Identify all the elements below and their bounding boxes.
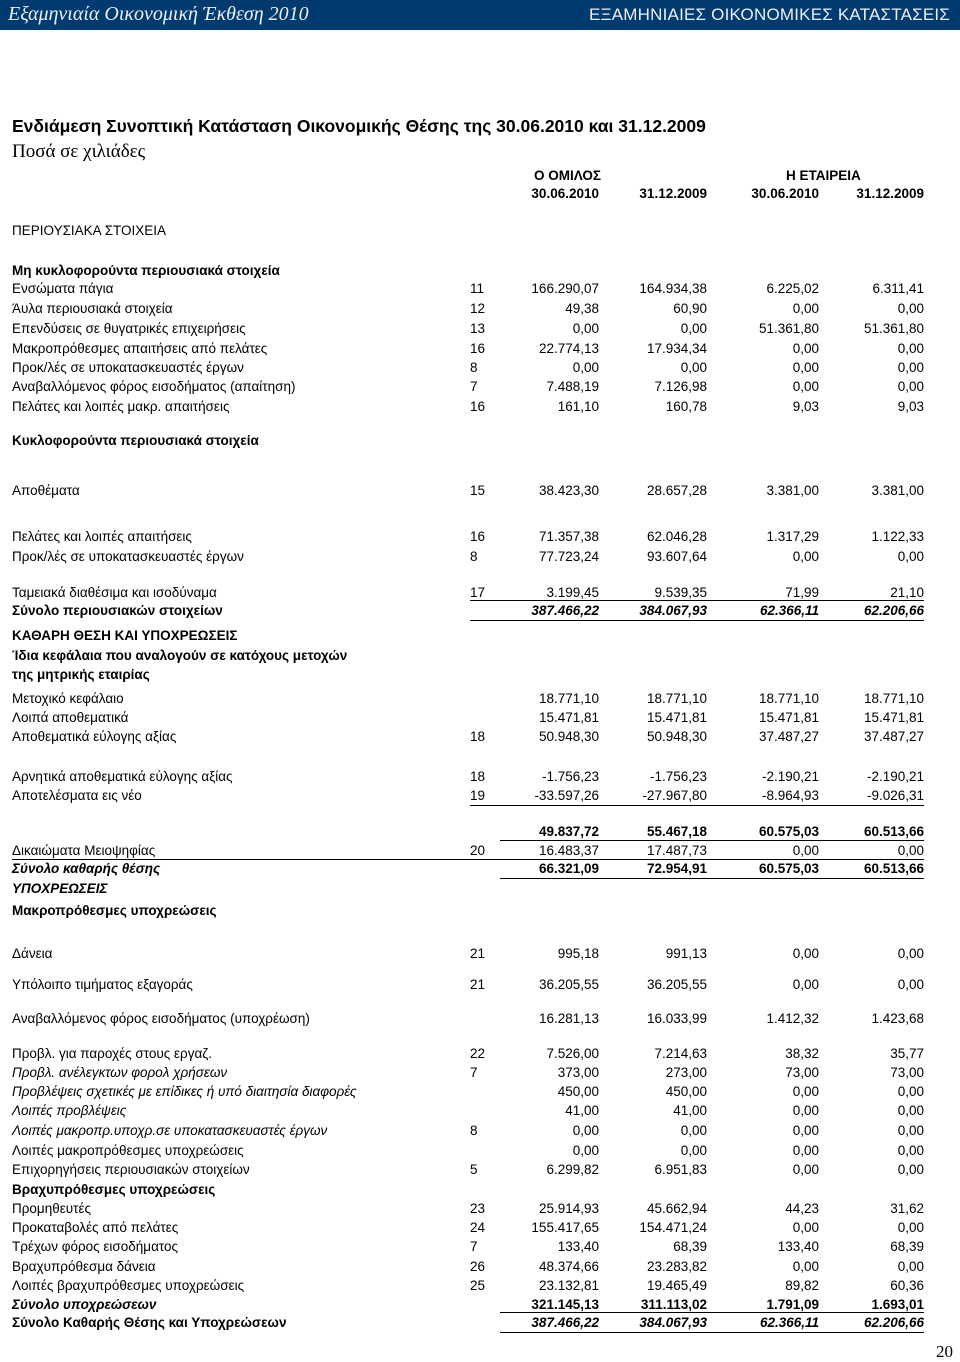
table-row [0,902,960,920]
divider [470,620,924,621]
column-company-header: Η ΕΤΑΙΡΕΙΑ [786,168,861,183]
divider [500,1332,924,1333]
row-value: 0,00 [897,946,924,961]
row-value: 0,00 [792,1084,819,1099]
row-value: -1.756,23 [541,769,599,784]
row-note: 12 [470,301,486,316]
row-value: 16.033,99 [646,1011,707,1026]
row-label: Επενδύσεις σε θυγατρικές επιχειρήσεις [12,321,246,336]
row-value: 18.771,10 [863,691,924,706]
table-row [0,1314,960,1332]
row-value: 0,00 [792,1162,819,1177]
row-value: 72.954,91 [646,861,707,876]
row-label: Σύνολο περιουσιακών στοιχείων [12,603,223,618]
table-row [0,1238,960,1256]
row-label: Κυκλοφορούντα περιουσιακά στοιχεία [12,433,259,448]
row-value: 387.466,22 [531,603,599,618]
table-row [0,320,960,338]
row-value: 73,00 [785,1065,819,1080]
row-value: 1.423,68 [871,1011,924,1026]
row-label: Υπόλοιπο τιμήματος εξαγοράς [12,977,193,992]
table-row [0,482,960,500]
row-label: Προβλέψεις σχετικές με επίδικες ή υπό διαιτησία διαφορές [12,1084,357,1099]
row-value: 155.417,65 [531,1220,599,1235]
row-value: -8.964,93 [761,788,819,803]
row-note: 8 [470,1123,478,1138]
row-label: Προκ/λές σε υποκατασκευαστές έργων [12,360,244,375]
row-label: Αποθέματα [12,483,80,498]
row-value: 0,00 [572,360,599,375]
row-value: 154.471,24 [639,1220,707,1235]
divider [500,878,924,879]
row-value: 166.290,07 [531,281,599,296]
row-value: 321.145,13 [531,1297,599,1312]
table-row [0,1219,960,1237]
table-row [0,432,960,450]
table-row [0,823,960,841]
divider [470,600,924,601]
table-row [0,1010,960,1028]
row-value: 73,00 [890,1065,924,1080]
row-value: 0,00 [792,341,819,356]
row-value: 1.791,09 [766,1297,819,1312]
row-value: 6.951,83 [654,1162,707,1177]
table-row [0,690,960,708]
row-label: Μακροπρόθεσμες απαιτήσεις από πελάτες [12,341,268,356]
row-label: ΚΑΘΑΡΗ ΘΕΣΗ ΚΑΙ ΥΠΟΧΡΕΩΣΕΙΣ [12,628,238,643]
row-value: 995,18 [557,946,599,961]
row-value: 0,00 [792,1259,819,1274]
row-value: 66.321,09 [538,861,599,876]
row-note: 17 [470,585,486,600]
row-value: 0,00 [792,977,819,992]
divider [500,1312,924,1313]
row-value: -2.190,21 [866,769,924,784]
row-value: 3.199,45 [546,585,599,600]
row-value: 15.471,81 [646,710,707,725]
row-label: Μακροπρόθεσμες υποχρεώσεις [12,903,217,918]
divider [470,805,924,806]
row-note: 21 [470,946,486,961]
row-label: Λοιπές μακροπρόθεσμες υποχρεώσεις [12,1143,244,1158]
table-row [0,666,960,684]
row-label: Δάνεια [12,946,53,961]
row-label: Αποθεματικά εύλογης αξίας [12,729,177,744]
table-row [0,548,960,566]
row-value: 0,00 [572,321,599,336]
row-label: Ταμειακά διαθέσιμα και ισοδύναμα [12,585,217,600]
table-row [0,842,960,860]
row-note: 7 [470,379,478,394]
row-value: 17.487,73 [646,843,707,858]
table-row [0,1181,960,1199]
table-row [0,528,960,546]
row-value: 62.206,66 [863,603,924,618]
row-value: 37.487,27 [758,729,819,744]
row-note: 26 [470,1259,486,1274]
row-value: 62.366,11 [759,1315,819,1330]
table-row [0,880,960,898]
table-row [0,627,960,645]
row-value: 89,82 [785,1278,819,1293]
column-date-header: 31.12.2009 [639,186,707,201]
report-header-title: Εξαμηνιαία Οικονομική Έκθεση 2010 [8,3,309,25]
table-row [0,340,960,358]
row-value: 23.132,81 [538,1278,599,1293]
row-value: 0,00 [792,301,819,316]
row-label: Πελάτες και λοιπές απαιτήσεις [12,529,192,544]
row-value: 0,00 [897,549,924,564]
row-note: 7 [470,1065,478,1080]
report-header-bar [0,0,960,30]
row-label: Προβλ. για παροχές στους εργαζ. [12,1046,212,1061]
divider [12,859,924,860]
row-value: 0,00 [792,1103,819,1118]
row-value: 9,03 [792,399,819,414]
row-value: 373,00 [557,1065,599,1080]
row-value: 17.934,34 [646,341,707,356]
row-value: 6.311,41 [872,281,924,296]
row-note: 22 [470,1046,486,1061]
row-value: 0,00 [897,1103,924,1118]
row-value: 0,00 [897,379,924,394]
row-value: 22.774,13 [538,341,599,356]
column-date-header: 30.06.2010 [751,186,819,201]
row-value: 0,00 [897,1259,924,1274]
page-number: 20 [936,1342,953,1361]
row-value: 384.067,93 [639,603,707,618]
row-value: 23.283,82 [646,1259,707,1274]
row-value: 28.657,28 [646,483,707,498]
row-value: 160,78 [665,399,707,414]
row-value: 9,03 [897,399,924,414]
row-value: 77.723,24 [538,549,599,564]
row-value: -1.756,23 [649,769,707,784]
row-value: 38.423,30 [538,483,599,498]
row-value: 68,39 [673,1239,707,1254]
row-value: 60.575,03 [758,824,819,839]
row-value: 0,00 [792,1220,819,1235]
row-value: 1.122,33 [871,529,924,544]
row-value: 1.412,32 [766,1011,819,1026]
row-value: 387.466,22 [531,1315,599,1330]
table-row [0,1142,960,1160]
row-value: 55.467,18 [646,824,707,839]
row-label: Προκαταβολές από πελάτες [12,1220,179,1235]
column-group-header: Ο ΟΜΙΛΟΣ [534,168,601,183]
row-value: 37.487,27 [863,729,924,744]
row-value: 991,13 [665,946,707,961]
row-label: Τρέχων φόρος εισοδήματος [12,1239,179,1254]
row-value: 7.488,19 [546,379,599,394]
row-value: 0,00 [897,1084,924,1099]
row-value: 71,99 [785,585,819,600]
row-value: 0,00 [680,321,707,336]
table-row [0,1102,960,1120]
row-value: 49,38 [565,301,599,316]
row-value: 9.539,35 [654,585,707,600]
row-note: 19 [470,788,486,803]
row-value: 15.471,81 [863,710,924,725]
row-value: 0,00 [897,1162,924,1177]
row-value: 1.317,29 [766,529,819,544]
row-label: Σύνολο υποχρεώσεων [12,1297,157,1312]
row-label: Λοιπές βραχυπρόθεσμες υποχρεώσεις [12,1278,245,1293]
row-value: 60.513,66 [863,861,924,876]
row-value: 62.366,11 [759,603,819,618]
row-label: Σύνολο καθαρής θέσης [12,861,161,876]
row-value: -33.597,26 [534,788,599,803]
row-value: 71.357,38 [538,529,599,544]
row-value: 62.206,66 [863,1315,924,1330]
row-value: 3.381,00 [871,483,924,498]
row-value: 6.225,02 [766,281,819,296]
row-label: Βραχυπρόθεσμα δάνεια [12,1259,156,1274]
table-row [0,976,960,994]
row-value: 0,00 [572,1123,599,1138]
row-label: Αναβαλλόμενος φόρος εισοδήματος (απαίτηση) [12,379,296,394]
table-row [0,787,960,805]
row-value: 60,36 [890,1278,924,1293]
row-value: 41,00 [673,1103,707,1118]
table-row [0,359,960,377]
table-row [0,1083,960,1101]
row-value: 0,00 [792,360,819,375]
row-value: 161,10 [557,399,599,414]
table-row [0,398,960,416]
row-value: 7.526,00 [546,1046,599,1061]
row-value: 38,32 [785,1046,819,1061]
row-value: 60,90 [673,301,707,316]
row-value: 16.483,37 [538,843,599,858]
row-label: ΥΠΟΧΡΕΩΣΕΙΣ [12,881,108,896]
table-row [0,280,960,298]
table-row [0,945,960,963]
table-row [0,222,960,240]
row-value: 0,00 [680,1143,707,1158]
row-note: 11 [470,281,485,296]
row-value: 0,00 [792,379,819,394]
row-label: Αναβαλλόμενος φόρος εισοδήματος (υποχρέωση) [12,1011,310,1026]
row-label: Σύνολο Καθαρής Θέσης και Υποχρεώσεων [12,1315,287,1330]
row-value: 7.126,98 [654,379,707,394]
row-value: 164.934,38 [639,281,707,296]
table-row [0,1161,960,1179]
row-value: 0,00 [897,301,924,316]
table-row [0,1277,960,1295]
row-note: 25 [470,1278,486,1293]
row-value: 0,00 [792,1143,819,1158]
row-value: 0,00 [572,1143,599,1158]
row-value: 0,00 [897,843,924,858]
row-value: 18.771,10 [538,691,599,706]
row-note: 8 [470,549,478,564]
row-value: 45.662,94 [646,1201,707,1216]
row-note: 18 [470,769,486,784]
column-date-header: 31.12.2009 [856,186,924,201]
row-label: Πελάτες και λοιπές μακρ. απαιτήσεις [12,399,230,414]
row-value: 49.837,72 [538,824,599,839]
row-label: Δικαιώματα Μειοψηφίας [12,843,156,858]
row-note: 8 [470,360,478,375]
row-value: 0,00 [897,341,924,356]
row-value: -27.967,80 [642,788,707,803]
row-value: 36.205,55 [538,977,599,992]
row-value: 36.205,55 [646,977,707,992]
row-value: 50.948,30 [646,729,707,744]
statement-title: Ενδιάμεση Συνοπτική Κατάσταση Οικονομικής Θέσης της 30.06.2010 και 31.12.2009 [12,116,706,136]
table-row [0,602,960,620]
row-note: 24 [470,1220,486,1235]
row-value: -2.190,21 [761,769,819,784]
row-label: Αρνητικά αποθεματικά εύλογης αξίας [12,769,233,784]
table-row [0,768,960,786]
row-note: 18 [470,729,486,744]
row-value: 15.471,81 [758,710,819,725]
row-label: Ενσώματα πάγια [12,281,114,296]
row-value: 60.513,66 [863,824,924,839]
row-value: 44,23 [785,1201,819,1216]
row-label: Προβλ. ανέλεγκτων φορολ χρήσεων [12,1065,228,1080]
row-value: 0,00 [792,1123,819,1138]
table-row [0,860,960,878]
row-value: 0,00 [897,360,924,375]
table-row [0,1200,960,1218]
row-value: 16.281,13 [538,1011,599,1026]
row-value: 31,62 [890,1201,924,1216]
row-note: 7 [470,1239,478,1254]
row-value: 51.361,80 [758,321,819,336]
table-row [0,1122,960,1140]
table-row [0,262,960,280]
row-note: 15 [470,483,486,498]
row-value: 384.067,93 [639,1315,707,1330]
row-note: 16 [470,341,486,356]
report-header-section: ΕΞΑΜΗΝΙΑΙΕΣ ΟΙΚΟΝΟΜΙΚΕΣ ΚΑΤΑΣΤΑΣΕΙΣ [588,5,950,24]
row-value: 1.693,01 [871,1297,924,1312]
statement-subtitle: Ποσά σε χιλιάδες [12,141,146,162]
row-note: 5 [470,1162,478,1177]
row-note: 16 [470,529,486,544]
row-note: 21 [470,977,486,992]
row-label: Προκ/λές σε υποκατασκευαστές έργων [12,549,244,564]
row-value: 21,10 [890,585,924,600]
row-label: της μητρικής εταιρίας [12,667,150,682]
row-label: Βραχυπρόθεσμες υποχρεώσεις [12,1182,216,1197]
divider [500,840,924,841]
row-note: 20 [470,843,486,858]
table-row [0,1258,960,1276]
row-label: Μετοχικό κεφάλαιο [12,691,124,706]
row-value: 273,00 [665,1065,707,1080]
row-value: 0,00 [897,1220,924,1235]
table-row [0,709,960,727]
row-value: 133,40 [777,1239,819,1254]
row-value: 15.471,81 [538,710,599,725]
table-row [0,378,960,396]
row-value: 62.046,28 [646,529,707,544]
row-value: 6.299,82 [546,1162,599,1177]
row-value: 0,00 [680,360,707,375]
row-value: -9.026,31 [866,788,924,803]
row-note: 16 [470,399,486,414]
row-note: 23 [470,1201,486,1216]
row-value: 7.214,63 [654,1046,707,1061]
row-label: Μη κυκλοφορούντα περιουσιακά στοιχεία [12,263,280,278]
row-value: 68,39 [890,1239,924,1254]
row-label: Προμηθευτές [12,1201,91,1216]
row-value: 0,00 [680,1123,707,1138]
row-value: 3.381,00 [766,483,819,498]
table-row [0,1064,960,1082]
row-value: 450,00 [557,1084,599,1099]
row-label: Άυλα περιουσιακά στοιχεία [12,301,173,316]
row-label: ΠΕΡΙΟΥΣΙΑΚΑ ΣΤΟΙΧΕΙΑ [12,223,167,238]
row-note: 13 [470,321,486,336]
row-value: 35,77 [890,1046,924,1061]
row-label: Ίδια κεφάλαια που αναλογούν σε κατόχους μετοχών [12,648,348,663]
table-row [0,1045,960,1063]
row-value: 0,00 [897,1143,924,1158]
table-row [0,728,960,746]
row-value: 18.771,10 [758,691,819,706]
row-value: 93.607,64 [646,549,707,564]
row-value: 0,00 [897,977,924,992]
row-value: 0,00 [792,946,819,961]
row-value: 0,00 [897,1123,924,1138]
row-value: 50.948,30 [538,729,599,744]
row-value: 41,00 [565,1103,599,1118]
row-label: Αποτελέσματα εις νέο [12,788,142,803]
row-value: 18.771,10 [646,691,707,706]
row-value: 450,00 [665,1084,707,1099]
row-label: Λοιπά αποθεματικά [12,710,129,725]
table-row [0,647,960,665]
row-value: 0,00 [792,843,819,858]
row-value: 48.374,66 [538,1259,599,1274]
row-value: 19.465,49 [646,1278,707,1293]
row-value: 133,40 [557,1239,599,1254]
row-value: 0,00 [792,549,819,564]
row-value: 51.361,80 [863,321,924,336]
column-date-header: 30.06.2010 [531,186,599,201]
table-row [0,300,960,318]
row-value: 311.113,02 [640,1297,707,1312]
row-label: Λοιπές προβλέψεις [12,1103,127,1118]
row-label: Λοιπές μακροπρ.υποχρ.σε υποκατασκευαστές έργων [12,1123,328,1138]
row-value: 25.914,93 [538,1201,599,1216]
row-label: Επιχορηγήσεις περιουσιακών στοιχείων [12,1162,250,1177]
row-value: 60.575,03 [758,861,819,876]
